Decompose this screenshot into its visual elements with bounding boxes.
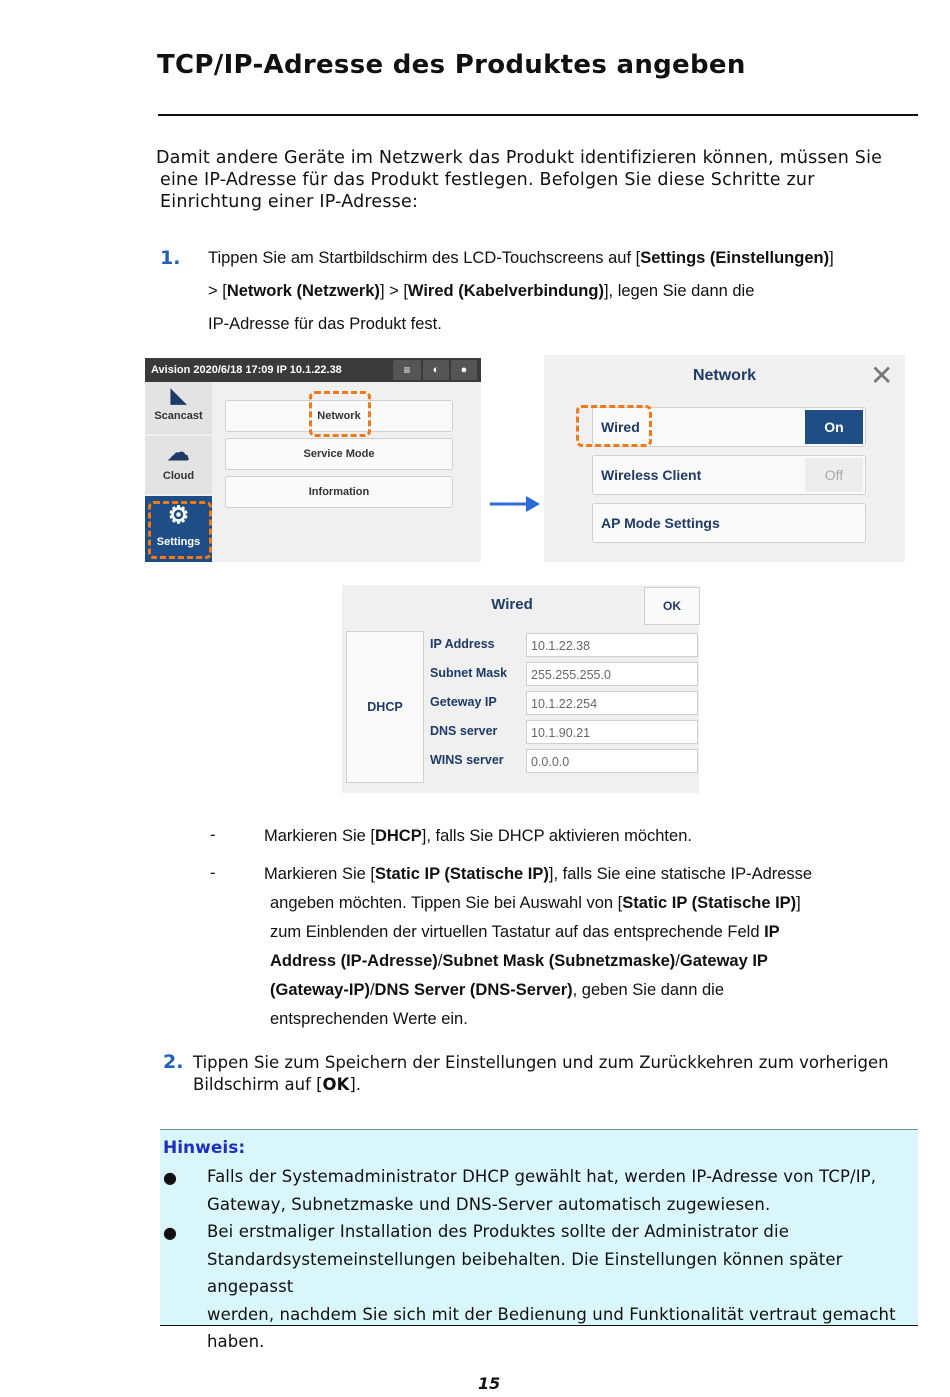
gateway-ip-label: Geteway IP (430, 695, 497, 709)
note-item (207, 1218, 919, 1356)
wins-server-label: WINS server (430, 753, 504, 767)
gear-icon: ⚙ (167, 502, 190, 529)
page-number: 15 (478, 1374, 501, 1393)
dhcp-instruction (264, 822, 692, 851)
step1-text-part: ] > [ (379, 282, 408, 300)
close-icon[interactable]: ✕ (870, 359, 894, 392)
note-item (207, 1163, 919, 1218)
sidebar-label: Settings (156, 536, 201, 548)
intro-line: eine IP-Adresse für das Produkt festlegen. Befolgen Sie diese Schritte zur (160, 170, 815, 190)
ip-address-term: Address (IP-Adresse) (270, 952, 438, 970)
text-part: zum Einblenden der virtuellen Tastatur auf das entsprechende Feld (270, 923, 765, 941)
intro-line: Damit andere Geräte im Netzwerk das Produkt identifizieren können, müssen Sie (156, 148, 883, 168)
gateway-ip-term: Gateway IP (679, 952, 768, 970)
ip-address-label: IP Address (430, 637, 495, 651)
static-ip-instruction (264, 860, 812, 1034)
title-rule (158, 114, 918, 116)
page-title: TCP/IP-Adresse des Produktes angeben (157, 50, 746, 80)
ok-term: OK (322, 1075, 350, 1094)
menu-service-mode-button[interactable]: Service Mode (225, 438, 453, 470)
sync-icon[interactable]: ◐ (423, 360, 449, 380)
dhcp-term: DHCP (374, 827, 422, 845)
subnet-mask-term: Subnet Mask (Subnetzmaske) (442, 952, 676, 970)
step1-wired-label: Wired (Kabelverbindung) (407, 282, 604, 300)
wireless-client-row[interactable] (592, 455, 866, 495)
text-part: Gateway, Subnetzmaske und DNS-Server automatisch zugewiesen. (207, 1194, 771, 1214)
wireless-client-toggle[interactable]: Off (805, 458, 863, 492)
wired-highlight (576, 405, 652, 447)
sidebar-label: Cloud (162, 470, 195, 482)
dash-bullet: - (210, 826, 216, 844)
dns-server-label: DNS server (430, 724, 498, 738)
gateway-ip-term: (Gateway-IP) (270, 981, 370, 999)
network-title: Network (692, 367, 757, 384)
network-highlight (309, 391, 371, 437)
text-part: ] (796, 894, 801, 912)
step1-text-part: IP-Adresse für das Produkt fest. (208, 315, 442, 333)
dns-server-field[interactable]: 10.1.90.21 (526, 720, 698, 744)
text-part: Markieren Sie [ (264, 827, 375, 845)
text-part: angeben möchten. Tippen Sie bei Auswahl von [ (270, 894, 623, 912)
text-part: Standardsystemeinstellungen beibehalten. Die Einstellungen können später angepasst (207, 1249, 843, 1296)
step-number: 1. (160, 247, 181, 269)
wired-label: Wired (601, 419, 640, 435)
gateway-ip-field[interactable]: 10.1.22.254 (526, 691, 698, 715)
text-part: haben. (207, 1332, 265, 1351)
step1-text-part: > [ (208, 282, 227, 300)
text-part: ]. (349, 1075, 362, 1094)
ap-mode-label: AP Mode Settings (601, 515, 720, 531)
text-part: Falls der Systemadministrator DHCP gewählt hat, werden IP-Adresse von TCP/IP, (207, 1167, 877, 1186)
note-bullet: ● (163, 1223, 177, 1242)
subnet-mask-field[interactable]: 255.255.255.0 (526, 662, 698, 686)
step-number: 2. (163, 1051, 184, 1073)
menu-information-button[interactable]: Information (225, 476, 453, 508)
user-icon[interactable]: ● (451, 360, 477, 380)
dns-server-term: DNS Server (DNS-Server) (374, 981, 573, 999)
ok-button[interactable]: OK (644, 587, 700, 625)
text-part: Tippen Sie zum Speichern der Einstellungen und zum Zurückkehren zum vorherigen (193, 1053, 889, 1072)
text-part: werden, nachdem Sie sich mit der Bedienung und Funktionalität vertraut gemacht (207, 1304, 896, 1324)
text-part: entsprechenden Werte ein. (270, 1010, 468, 1028)
static-ip-term: Static IP (Statische IP) (374, 865, 549, 883)
text-part: Bildschirm auf [ (193, 1075, 323, 1094)
sidebar-item-scancast[interactable] (145, 382, 212, 434)
status-bar (145, 358, 481, 382)
note-bullet: ● (163, 1168, 177, 1187)
text-part: Markieren Sie [ (264, 865, 375, 883)
scancast-icon: ◣ (170, 385, 187, 407)
intro-paragraph (156, 147, 916, 213)
text-part: / (369, 981, 375, 999)
note-box (160, 1129, 918, 1351)
wired-title: Wired (491, 596, 533, 613)
ip-address-field[interactable]: 10.1.22.38 (526, 633, 698, 657)
sidebar-label: Scancast (154, 410, 203, 422)
text-part: / (437, 952, 443, 970)
static-ip-term: Static IP (Statische IP) (622, 894, 797, 912)
menu-network-button[interactable]: Network (225, 400, 453, 432)
arrow-right-icon (488, 494, 542, 514)
settings-highlight (148, 501, 212, 559)
wired-screen (342, 585, 699, 793)
wired-toggle[interactable]: On (805, 410, 863, 444)
sidebar-item-cloud[interactable] (145, 436, 212, 494)
network-screen (544, 355, 905, 562)
step1-settings-label: Settings (Einstellungen) (640, 249, 830, 267)
step1-text-part: ], legen Sie dann die (603, 282, 755, 300)
dash-bullet: - (210, 864, 216, 882)
wins-server-field[interactable]: 0.0.0.0 (526, 749, 698, 773)
intro-line: Einrichtung einer IP-Adresse: (160, 192, 419, 212)
step1-text (208, 242, 928, 341)
text-part: / (675, 952, 680, 970)
status-text: Avision 2020/6/18 17:09 IP 10.1.22.38 (151, 364, 342, 376)
text-part: ], falls Sie DHCP aktivieren möchten. (421, 827, 692, 845)
text-part: ], falls Sie eine statische IP-Adresse (548, 865, 813, 883)
step2-text (193, 1052, 889, 1096)
ap-mode-settings-row[interactable] (592, 503, 866, 543)
step1-text-part: Tippen Sie am Startbildschirm des LCD-Touchscreens auf [ (208, 249, 641, 267)
wireless-client-label: Wireless Client (601, 467, 702, 483)
cloud-icon: ☁ (167, 440, 190, 465)
step1-network-label: Network (Netzwerk) (226, 282, 380, 300)
ip-term: IP (764, 923, 780, 941)
step1-text-part: ] (829, 249, 834, 267)
text-part: Bei erstmaliger Installation des Produktes sollte der Administrator die (207, 1222, 789, 1241)
dhcp-button[interactable]: DHCP (346, 631, 424, 783)
note-title: Hinweis: (163, 1138, 246, 1158)
wifi-icon[interactable]: ≡ (393, 360, 421, 380)
text-part: , geben Sie dann die (572, 981, 725, 999)
home-screen (145, 358, 481, 562)
subnet-mask-label: Subnet Mask (430, 666, 508, 680)
